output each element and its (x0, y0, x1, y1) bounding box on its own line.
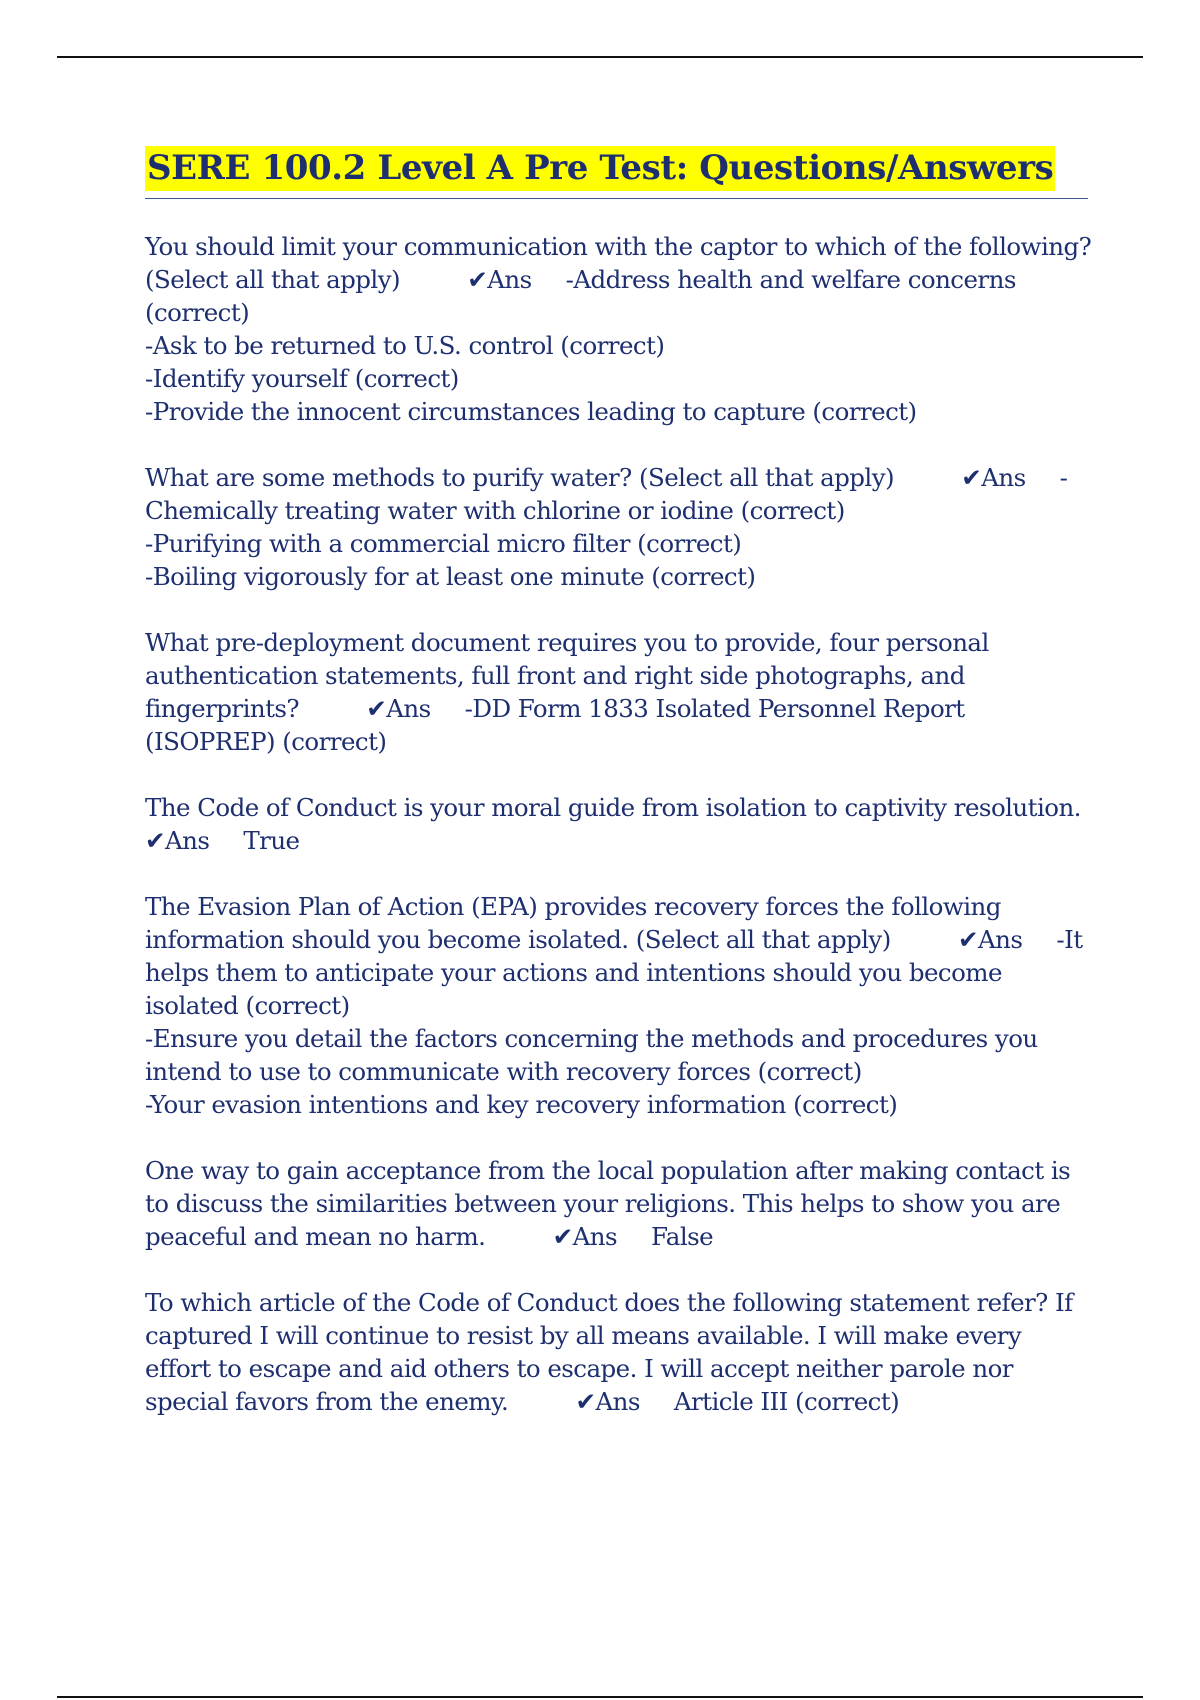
answer-text: -Boiling vigorously for at least one minute (correct) (145, 562, 756, 591)
ans-label: ✔Ans (575, 1387, 640, 1416)
answer-text: -Ensure you detail the factors concerning the methods and procedures you intend to use to communicate with recovery forces (correct) (145, 1024, 1038, 1086)
answer-text: True (243, 826, 300, 855)
ans-label: ✔Ans (467, 265, 532, 294)
question-text: One way to gain acceptance from the local population after making contact is to discuss the similarities between your religions. This helps to show you are peaceful and mean no harm. (145, 1156, 1071, 1251)
question-text: You should limit your communication with the captor to which of the following? (Select all that apply) (145, 232, 1092, 294)
title-block (145, 146, 1088, 199)
header-rule (57, 56, 1143, 58)
answer-text: -Identify yourself (correct) (145, 364, 459, 393)
answer-text: Article III (correct) (673, 1387, 900, 1416)
qa-item (145, 1286, 1093, 1418)
ans-label: ✔Ans (366, 694, 431, 723)
footer-rule (57, 1696, 1143, 1698)
ans-label: ✔Ans (145, 826, 210, 855)
question-text: The Code of Conduct is your moral guide from isolation to captivity resolution. (145, 793, 1081, 822)
question-text: The Evasion Plan of Action (EPA) provides recovery forces the following information should you become isolated. (Select all that apply) (145, 892, 1001, 954)
answer-text: -Chemically treating water with chlorine or iodine (correct) (145, 463, 1068, 525)
answer-text: -Ask to be returned to U.S. control (correct) (145, 331, 665, 360)
qa-list (145, 230, 1093, 1451)
answer-text: -It helps them to anticipate your actions and intentions should you become isolated (correct) (145, 925, 1083, 1020)
ans-label: ✔Ans (961, 463, 1026, 492)
question-text: To which article of the Code of Conduct does the following statement refer? If captured I will continue to resist by all means available. I will make every effort to escape and aid others to escape. I will accept neither parole nor special favors from the enemy. (145, 1288, 1073, 1416)
page-title: SERE 100.2 Level A Pre Test: Questions/Answers (145, 146, 1055, 191)
ans-label: ✔Ans (957, 925, 1023, 954)
answer-text: -Address health and welfare concerns (correct) (145, 265, 1016, 327)
answer-text: -DD Form 1833 Isolated Personnel Report (ISOPREP) (correct) (145, 694, 965, 756)
qa-item (145, 230, 1093, 428)
answer-text: False (651, 1222, 714, 1251)
question-text: What are some methods to purify water? (Select all that apply) (145, 463, 895, 492)
ans-label: ✔Ans (552, 1222, 618, 1251)
qa-item (145, 461, 1093, 593)
answer-text: -Purifying with a commercial micro filter (correct) (145, 529, 742, 558)
question-text: What pre-deployment document requires you to provide, four personal authentication statements, full front and right side photographs, and fingerprints? (145, 628, 989, 723)
qa-item (145, 791, 1093, 857)
answer-text: -Your evasion intentions and key recovery information (correct) (145, 1090, 898, 1119)
answer-text: -Provide the innocent circumstances leading to capture (correct) (145, 397, 917, 426)
qa-item (145, 626, 1093, 758)
qa-item (145, 890, 1093, 1121)
answer-row (145, 824, 1093, 857)
qa-item (145, 1154, 1093, 1253)
